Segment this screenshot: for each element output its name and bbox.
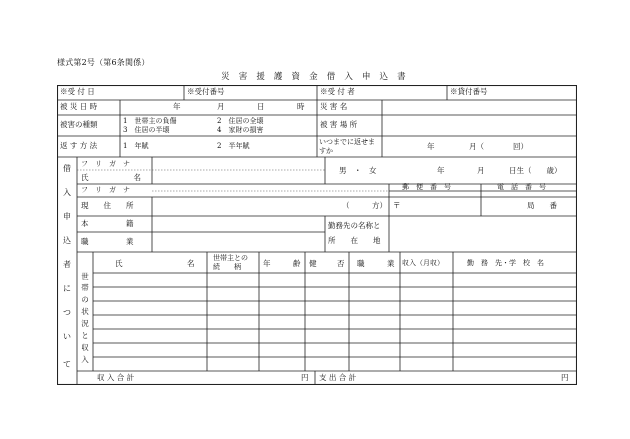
household-vertical-char: と	[81, 331, 89, 340]
repay-year-label: 年	[427, 142, 435, 151]
phone-number-label: 電 話 番 号	[497, 183, 546, 191]
address-suffix-label: （ 方）	[342, 201, 387, 210]
household-vertical-char: 況	[81, 319, 89, 328]
household-vertical-char: 世	[81, 272, 89, 281]
postal-mark: 〒	[393, 201, 401, 210]
applicant-vertical-char: つ	[63, 308, 71, 317]
applicant-vertical-char: 入	[63, 188, 71, 197]
repay-option-1: 1 年賦	[123, 142, 149, 150]
disaster-year-label: 年	[173, 102, 181, 111]
loan-number-label: ※貸付番号	[450, 87, 488, 96]
dob-day-label: 日生（ 歳）	[509, 166, 562, 175]
phone-exchange-label: 局 番	[527, 201, 557, 210]
applicant-vertical-char: 者	[63, 260, 71, 269]
workplace-location-label: 所 在 地	[328, 236, 381, 245]
col-relation-header-1: 世帯主との	[213, 254, 248, 262]
furigana2-label: フ リ ガ ナ	[81, 186, 130, 194]
gender-label: 男 ・ 女	[339, 166, 377, 175]
dob-year-label: 年	[437, 166, 445, 175]
disaster-name-label: 災 害 名	[320, 102, 348, 111]
until-when-label: いつまでに返せますか	[319, 138, 375, 155]
receipt-date-label: ※受 付 日	[60, 87, 95, 96]
postal-code-label: 郵 便 番 号	[402, 183, 451, 191]
col-relation-header-2: 続 柄	[213, 263, 241, 271]
expense-yen-label: 円	[561, 373, 569, 382]
col-health-header-2: 否	[337, 259, 345, 268]
income-yen-label: 円	[301, 373, 309, 382]
col-name-header-1: 氏	[115, 259, 123, 268]
damage-option-4: 4 家財の損害	[217, 126, 264, 134]
col-workplace-header: 勤 務 先・学 校 名	[467, 259, 544, 267]
income-total-label: 収 入 合 計	[97, 373, 135, 382]
applicant-vertical-char: 借	[63, 164, 71, 173]
expense-total-label: 支 出 合 計	[319, 373, 357, 382]
col-income-header: 収入（月収）	[402, 259, 444, 267]
household-vertical-char: 帯	[81, 283, 89, 292]
occupation-label: 職 業	[81, 237, 134, 246]
name-label: 氏 名	[81, 173, 141, 182]
col-age-header-1: 年	[263, 259, 271, 268]
applicant-vertical-char: い	[63, 332, 71, 341]
address-label: 現 住 所	[81, 201, 134, 210]
application-form	[57, 85, 577, 385]
applicant-vertical-char: 込	[63, 236, 71, 245]
disaster-datetime-label: 被 災 日 時	[60, 102, 98, 111]
repay-method-label: 返 す 方 法	[60, 141, 98, 150]
receipt-number-label: ※受付番号	[187, 87, 225, 96]
applicant-vertical-char: て	[63, 360, 71, 369]
col-occupation-header-2: 業	[387, 259, 395, 268]
repay-option-2: 2 半年賦	[217, 142, 250, 150]
damage-type-label: 被害の種類	[60, 120, 98, 129]
disaster-month-label: 月	[217, 102, 225, 111]
col-occupation-header-1: 職	[357, 259, 365, 268]
household-vertical-char: の	[81, 295, 89, 304]
receiver-label: ※受 付 者	[320, 87, 355, 96]
furigana-label: フ リ ガ ナ	[81, 160, 130, 168]
household-vertical-char: 状	[81, 307, 89, 316]
damage-option-1: 1 世帯主の負傷	[123, 117, 177, 125]
col-health-header-1: 健	[309, 259, 317, 268]
damage-option-3: 3 住居の半壊	[123, 126, 170, 134]
workplace-label: 勤務先の名称と	[328, 221, 381, 230]
domicile-label: 本 籍	[81, 219, 134, 228]
disaster-hour-label: 時	[297, 102, 305, 111]
damage-place-label: 被 害 場 所	[320, 120, 358, 129]
form-number: 様式第2号（第6条関係）	[57, 58, 150, 67]
disaster-day-label: 日	[257, 102, 265, 111]
col-name-header-2: 名	[187, 259, 195, 268]
household-vertical-char: 収	[81, 343, 89, 352]
form-title: 災 害 援 護 資 金 借 入 申 込 書	[221, 72, 409, 82]
applicant-vertical-char: 申	[63, 212, 71, 221]
applicant-vertical-char: に	[63, 284, 71, 293]
household-vertical-char: 入	[81, 355, 89, 364]
col-age-header-2: 齢	[293, 259, 301, 268]
repay-month-label: 月（	[469, 142, 484, 151]
dob-month-label: 月	[477, 166, 485, 175]
damage-option-2: 2 住居の全壊	[217, 117, 264, 125]
repay-times-label: 回）	[513, 142, 528, 151]
